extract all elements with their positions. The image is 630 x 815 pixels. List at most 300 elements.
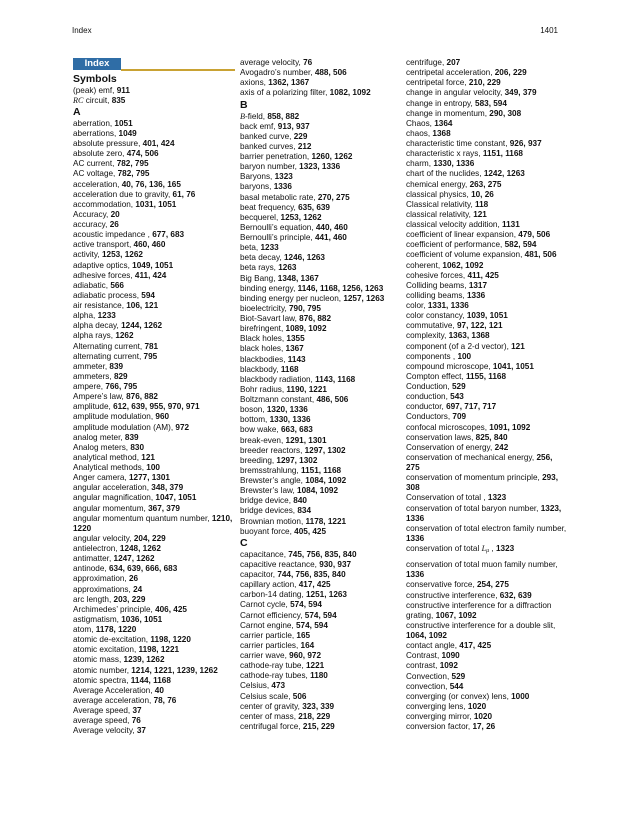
entry-pages: 1146, 1168, 1256, 1263 (297, 283, 384, 293)
entry-term: centripetal acceleration, (406, 68, 495, 78)
entry-pages: 1168 (280, 364, 299, 374)
entry-term: Biot-Savart law, (240, 314, 300, 323)
entry-term: basal metabolic rate, (240, 192, 318, 202)
index-entry (240, 590, 402, 600)
index-entry (406, 88, 568, 98)
index-entry (406, 281, 568, 291)
index-entry (240, 385, 402, 395)
entry-term: Bernoulli’s principle, (240, 233, 315, 242)
entry-pages: 1082, 1092 (329, 88, 371, 98)
entry-pages: 204, 229 (133, 533, 166, 543)
entry-term: Average speed, (73, 706, 133, 715)
index-entry (73, 615, 235, 625)
entry-term: breeder reactors, (240, 445, 305, 455)
index-entry (406, 271, 568, 281)
entry-term: Black holes, (240, 334, 287, 344)
entry-term: color, (406, 301, 428, 310)
index-entry (240, 621, 402, 631)
entry-term: binding energy, (240, 283, 298, 293)
entry-pages: 263, 275 (469, 179, 502, 189)
entry-pages: 506 (292, 691, 307, 701)
index-entry (240, 324, 402, 334)
index-heading-bar (73, 58, 235, 70)
index-section-heading: A (73, 106, 81, 119)
index-entry (73, 463, 235, 473)
index-entry (406, 672, 568, 682)
entry-term: conservation of total electron family number, (406, 523, 567, 533)
entry-pages: 1248, 1262 (119, 544, 161, 553)
entry-pages: 529 (451, 382, 466, 391)
entry-pages: 790, 795 (289, 303, 321, 313)
entry-pages: 210, 229 (468, 78, 501, 88)
index-entry (240, 58, 402, 68)
entry-pages: 229 (293, 131, 308, 141)
entry-term: -field, (245, 111, 268, 121)
entry-term: capillary action, (240, 580, 299, 590)
entry-term: boson, (240, 405, 267, 415)
index-entry (406, 560, 568, 580)
entry-pages: 1336 (273, 182, 292, 192)
entry-term: chart of the nuclides, (406, 169, 484, 179)
entry-term: Average Acceleration, (73, 685, 155, 695)
entry-term: amplitude, (73, 402, 114, 412)
index-entry (240, 580, 402, 590)
entry-term: capacitive reactance, (240, 559, 320, 569)
entry-term: absolute pressure, (73, 139, 143, 148)
entry-term: center of mass, (240, 711, 299, 721)
entry-pages: 473 (271, 681, 286, 691)
entry-pages: 1362, 1367 (268, 78, 310, 88)
entry-pages: 218, 229 (298, 711, 331, 721)
entry-pages: 839 (124, 432, 139, 442)
entry-pages: 876, 882 (299, 314, 332, 323)
entry-pages: 488, 506 (314, 68, 347, 78)
index-entry (240, 600, 402, 610)
entry-pages: 1263 (278, 263, 297, 273)
entry-pages: 1363, 1368 (448, 331, 490, 341)
entry-pages: 566 (110, 280, 124, 290)
entry-term: Avogadro’s number, (240, 68, 315, 78)
entry-term: banked curve, (240, 131, 294, 141)
entry-pages: 441, 460 (314, 233, 347, 242)
entry-term: buoyant force, (240, 526, 295, 536)
entry-term: cathode-ray tubes, (240, 671, 311, 681)
index-entry (73, 331, 235, 341)
index-entry (240, 243, 402, 253)
entry-term: Bernoulli’s equation, (240, 222, 316, 232)
index-entry (73, 210, 235, 220)
entry-term: Brewster’s law, (240, 486, 298, 496)
index-entry (73, 240, 235, 250)
entry-pages: 1323, 1336 (299, 162, 341, 172)
index-entry (73, 180, 235, 190)
entry-term: capacitor, (240, 570, 278, 579)
index-entry (406, 109, 568, 119)
entry-pages: 460, 460 (133, 240, 166, 250)
index-entry (406, 250, 568, 260)
index-entry (406, 722, 568, 732)
entry-term: average velocity, (240, 58, 304, 67)
entry-term: coefficient of performance, (406, 240, 505, 250)
entry-pages: 212 (297, 141, 312, 151)
entry-term: classical velocity addition, (406, 220, 503, 229)
entry-pages: 1151, 1168 (482, 149, 523, 159)
index-entry (406, 382, 568, 392)
entry-pages: 76 (303, 58, 313, 67)
index-entry (73, 706, 235, 716)
entry-term: bioelectricity, (240, 303, 289, 313)
entry-term: conservation of total (406, 544, 482, 553)
index-entry (406, 200, 568, 210)
entry-pages: 1064, 1092 (406, 631, 447, 640)
entry-pages: 405, 425 (294, 526, 327, 536)
index-entry (240, 375, 402, 385)
entry-pages: 612, 639, 955, 970, 971 (113, 402, 200, 412)
index-entry (406, 412, 568, 422)
entry-pages: 1084, 1092 (297, 486, 339, 496)
index-entry (406, 362, 568, 372)
index-entry (73, 372, 235, 382)
entry-term: acceleration, (73, 179, 122, 189)
entry-pages: 1336 (406, 570, 425, 580)
index-entry (240, 284, 402, 294)
entry-term: centripetal force, (406, 78, 469, 88)
entry-pages: 406, 425 (155, 604, 187, 614)
entry-term: confocal microscopes, (406, 422, 490, 432)
entry-term: axis of a polarizing filter, (240, 88, 330, 98)
index-entry (73, 159, 235, 169)
index-entry (240, 112, 402, 122)
entry-pages: 1323 (274, 172, 293, 182)
entry-pages: 583, 594 (475, 98, 507, 108)
entry-term: bow wake, (240, 425, 281, 435)
index-entry (240, 334, 402, 344)
entry-term: (peak) emf, (73, 85, 117, 95)
entry-pages: 911 (116, 85, 130, 95)
entry-term: adiabatic process, (73, 290, 142, 300)
entry-pages: 10, 26 (471, 189, 494, 199)
entry-pages: 1260, 1262 (311, 152, 353, 161)
entry-term: antinode, (73, 564, 109, 574)
entry-term: Conductors, (406, 412, 453, 422)
index-section-heading: C (240, 537, 248, 550)
entry-pages: 440, 460 (315, 222, 348, 232)
index-entry (240, 415, 402, 425)
entry-pages: 1336 (466, 290, 486, 300)
index-entry (240, 661, 402, 671)
index-entry (73, 514, 235, 534)
entry-term: barrier penetration, (240, 152, 312, 161)
index-entry (406, 443, 568, 453)
index-entry (73, 696, 235, 706)
entry-pages: 1367 (285, 344, 304, 354)
index-entry (406, 651, 568, 661)
index-entry (406, 402, 568, 412)
entry-pages: 1331, 1336 (427, 301, 469, 310)
entry-pages: 40 (154, 685, 164, 695)
entry-term: commutative, (406, 321, 457, 331)
entry-pages: 26 (128, 574, 139, 584)
entry-pages: 677, 683 (152, 230, 185, 240)
entry-term: classical relativity, (406, 209, 474, 219)
index-entry (406, 321, 568, 331)
entry-term: conservation of mechanical energy, (406, 452, 537, 462)
entry-term: amplitude modulation (AM), (73, 422, 176, 432)
index-entry (73, 149, 235, 159)
entry-term: alternating current, (73, 351, 144, 361)
index-entry (73, 291, 235, 301)
entry-term: alpha rays, (73, 331, 116, 341)
entry-pages: 1214, 1221, 1239, 1262 (131, 665, 218, 675)
index-entry (73, 473, 235, 483)
entry-symbol (482, 544, 490, 553)
index-entry (406, 291, 568, 301)
index-entry (73, 190, 235, 200)
index-entry (240, 122, 402, 132)
entry-term: constructive interference for a double slit, (406, 620, 556, 630)
entry-pages: 1039, 1051 (466, 311, 508, 321)
entry-pages: 1020 (473, 712, 493, 721)
entry-term: blackbodies, (240, 354, 288, 364)
entry-term: angular magnification, (73, 493, 156, 503)
index-entry (240, 132, 402, 142)
entry-pages: 1036, 1051 (121, 614, 163, 624)
index-entry (406, 149, 568, 159)
entry-term: approximations, (73, 584, 134, 594)
entry-pages: 411, 425 (467, 270, 499, 280)
index-entry (406, 311, 568, 321)
entry-pages: 697, 717, 717 (446, 402, 497, 412)
entry-pages: 474, 506 (126, 149, 159, 159)
index-entry (240, 517, 402, 527)
entry-term: adhesive forces, (73, 270, 135, 280)
index-entry (73, 96, 235, 106)
index-entry (73, 625, 235, 635)
entry-pages: 1091, 1092 (489, 422, 531, 432)
entry-pages: 215, 229 (302, 721, 335, 731)
entry-term: characteristic x rays, (406, 149, 483, 159)
entry-term: converging lens, (406, 701, 468, 711)
index-entry (406, 544, 568, 556)
index-entry (73, 423, 235, 433)
index-entry (73, 362, 235, 372)
entry-pages: 1246, 1263 (284, 253, 325, 263)
index-entry (240, 436, 402, 446)
index-entry (73, 585, 235, 595)
entry-term: Carnot engine, (240, 620, 296, 630)
entry-term: change in momentum, (406, 108, 490, 118)
index-entry (73, 311, 235, 321)
entry-pages: 1317 (468, 280, 488, 290)
entry-term: analytical method, (73, 452, 142, 462)
entry-pages: 164 (300, 640, 315, 650)
entry-term: converging (or convex) lens, (406, 691, 512, 701)
entry-term: angular momentum quantum number, (73, 513, 212, 523)
entry-term: change in angular velocity, (406, 88, 505, 98)
entry-pages: 782, 795 (117, 169, 150, 179)
entry-pages: 1155, 1168 (465, 371, 507, 381)
index-entry (406, 453, 568, 473)
index-entry (73, 250, 235, 260)
running-header (72, 26, 558, 38)
entry-pages: 100 (146, 463, 160, 472)
entry-pages: 1089, 1092 (285, 324, 327, 334)
index-entry (240, 446, 402, 456)
entry-term: capacitance, (240, 549, 289, 559)
entry-term: Conduction, (406, 382, 452, 391)
entry-term: aberration, (73, 118, 115, 128)
entry-term: banked curves, (240, 141, 298, 151)
index-entry (73, 220, 235, 230)
entry-term: carrier wave, (240, 651, 290, 660)
entry-pages: 1253, 1262 (280, 212, 322, 222)
entry-term: atomic mass, (73, 655, 124, 665)
index-entry (73, 453, 235, 463)
entry-pages: 544 (449, 681, 464, 691)
entry-pages: 1247, 1262 (113, 554, 155, 564)
entry-pages: 1221 (306, 661, 325, 671)
index-entry (406, 352, 568, 362)
entry-pages: 930, 937 (319, 559, 352, 569)
index-entry (240, 702, 402, 712)
entry-term: Baryons, (240, 172, 275, 182)
entry-pages: 709 (452, 412, 467, 422)
index-entry (240, 344, 402, 354)
index-entry (73, 392, 235, 402)
entry-term: Accuracy, (73, 209, 111, 219)
entry-pages: 1239, 1262 (123, 655, 165, 665)
index-entry (240, 152, 402, 162)
entry-term: bremsstrahlung, (240, 465, 301, 475)
entry-pages: 782, 795 (116, 159, 149, 169)
index-entry (406, 641, 568, 651)
entry-pages: 61, 76 (172, 189, 196, 199)
entry-pages: 481, 506 (524, 250, 557, 260)
entry-term: atomic de-excitation, (73, 635, 151, 645)
entry-term: conservation laws, (406, 432, 476, 442)
index-entry (240, 304, 402, 314)
entry-pages: 367, 379 (148, 503, 180, 513)
index-entry (73, 342, 235, 352)
entry-pages: 1041, 1051 (492, 361, 534, 371)
index-entry (406, 230, 568, 240)
entry-pages: 1143, 1168 (315, 374, 356, 384)
entry-pages: 40, 76, 136, 165 (121, 179, 181, 189)
entry-pages: 1364 (434, 118, 453, 128)
entry-pages: 825, 840 (475, 432, 508, 442)
entry-term: adiabatic, (73, 280, 111, 290)
entry-term: Average velocity, (73, 726, 137, 736)
index-entry (406, 580, 568, 590)
entry-pages: 1291, 1301 (285, 435, 327, 445)
index-entry (73, 139, 235, 149)
entry-term: Brewster’s angle, (240, 476, 306, 485)
entry-pages: 1049 (118, 128, 137, 138)
index-entry (406, 423, 568, 433)
entry-pages: 1047, 1051 (155, 493, 197, 503)
entry-term: AC voltage, (73, 169, 118, 179)
entry-pages: 1180 (310, 671, 328, 681)
entry-pages: 417, 425 (459, 641, 492, 651)
entry-term: conversion factor, (406, 722, 473, 732)
index-entry (73, 129, 235, 139)
entry-term: Colliding beams, (406, 280, 469, 290)
index-entry (406, 601, 568, 621)
entry-term: beta rays, (240, 263, 279, 273)
entry-term: baryons, (240, 182, 274, 192)
entry-pages: 1131 (502, 220, 520, 229)
entry-pages: 1084, 1092 (305, 476, 347, 485)
entry-term: average speed, (73, 716, 132, 726)
entry-pages: 1330, 1336 (433, 159, 475, 169)
entry-term: beta decay, (240, 253, 284, 263)
index-entry (73, 676, 235, 686)
index-entry (240, 172, 402, 182)
entry-term: conduction, (406, 392, 451, 402)
entry-pages: 254, 275 (477, 580, 509, 590)
index-entry (240, 692, 402, 702)
index-entry (406, 261, 568, 271)
index-entry (406, 433, 568, 443)
entry-term: blackbody radiation, (240, 374, 316, 384)
index-entry (240, 68, 402, 78)
entry-term: chemical energy, (406, 179, 470, 189)
index-entry (73, 412, 235, 422)
index-entry (73, 352, 235, 362)
entry-term: Brownian motion, (240, 516, 306, 526)
index-entry (240, 651, 402, 661)
entry-term: angular acceleration, (73, 483, 152, 493)
entry-pages: 1262 (115, 331, 134, 341)
entry-term: acoustic impedance , (73, 230, 153, 240)
entry-pages: 1330, 1336 (269, 415, 311, 425)
entry-pages: 594 (141, 290, 155, 300)
entry-pages: 486, 506 (316, 395, 349, 404)
index-entry (240, 88, 402, 98)
entry-term: activity, (73, 250, 102, 260)
entry-pages: 829 (113, 371, 128, 381)
entry-term: Bohr radius, (240, 384, 287, 394)
index-entry (406, 524, 568, 544)
index-entry (73, 645, 235, 655)
entry-pages: 106, 121 (126, 301, 159, 310)
entry-term: aberrations, (73, 128, 119, 138)
index-entry (73, 433, 235, 443)
entry-term: back emf, (240, 121, 278, 131)
entry-term: components , (406, 351, 458, 361)
entry-pages: 118 (475, 199, 489, 209)
entry-symbol: B (240, 111, 246, 121)
entry-term: accuracy, (73, 220, 110, 229)
entry-term: arc length, (73, 594, 114, 604)
entry-pages: 293, 308 (406, 473, 559, 493)
entry-term: Big Bang, (240, 273, 278, 283)
index-entry (240, 496, 402, 506)
index-entry (73, 261, 235, 271)
entry-pages: 1336 (406, 533, 425, 543)
entry-pages: 1297, 1302 (304, 445, 346, 455)
index-entry (406, 139, 568, 149)
entry-term: atomic excitation, (73, 645, 139, 655)
entry-term: characteristic time constant, (406, 139, 510, 148)
entry-pages: 1297, 1302 (276, 455, 318, 465)
index-entry (406, 159, 568, 169)
page-number: 1401 (540, 26, 558, 35)
index-entry (73, 726, 235, 736)
entry-term: antielectron, (73, 544, 120, 553)
entry-term: beta, (240, 243, 261, 253)
entry-pages: 529 (451, 671, 466, 681)
